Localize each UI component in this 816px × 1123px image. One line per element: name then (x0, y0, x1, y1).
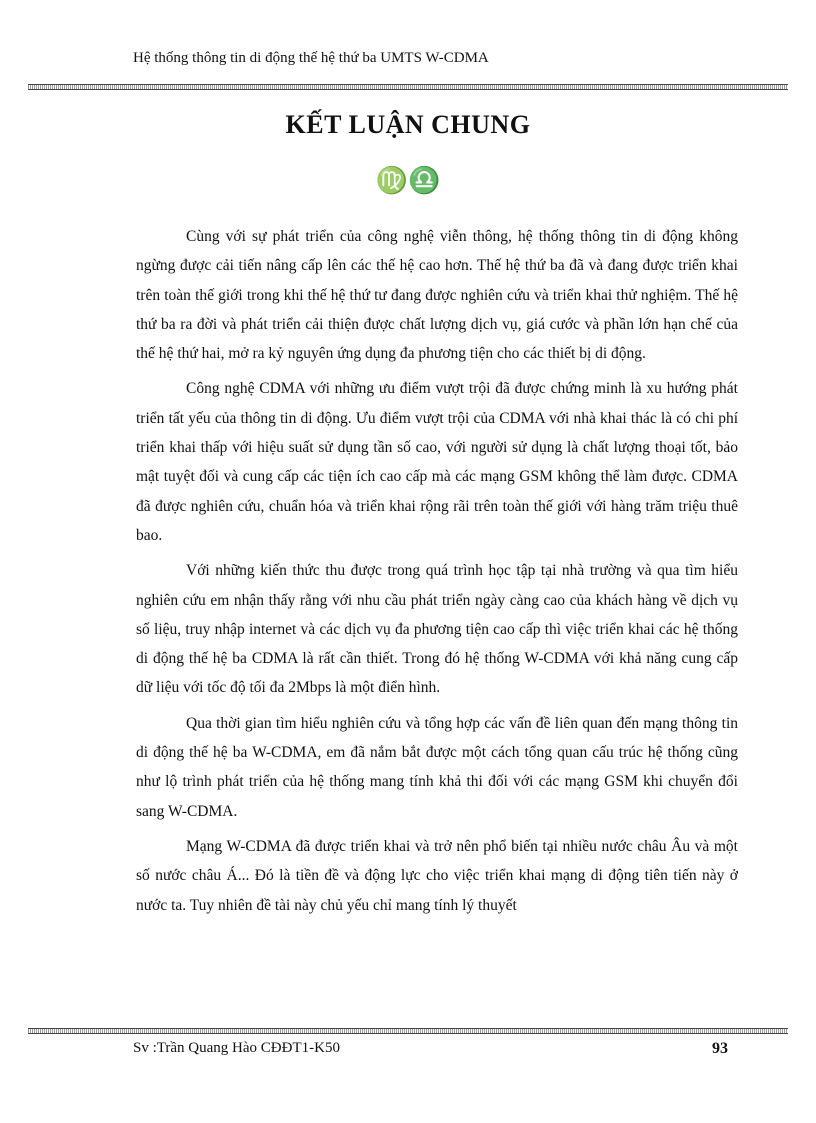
page-title: KẾT LUẬN CHUNG (285, 110, 531, 139)
footer-rule (28, 1028, 788, 1034)
footer-author: Sv :Trần Quang Hào CĐĐT1-K50 (133, 1040, 340, 1056)
paragraph-5: Mạng W-CDMA đã được triển khai và trở nên phổ biến tại nhiều nước châu Âu và một số nước châu Á... Đó là tiền đề và động lực cho việc triển khai mạng di động tiên tiến này ở nước ta. Tuy nhiên đề tài này chủ yếu chỉ mang tính lý thuyết (136, 837, 738, 914)
header-rule (28, 84, 788, 90)
ornament-icon: ♍♎ (375, 166, 441, 195)
body-text (136, 222, 738, 926)
page-number: 93 (712, 1040, 728, 1057)
paragraph-2: Công nghệ CDMA với những ưu điểm vượt trội đã được chứng minh là xu hướng phát triển tất yếu của thông tin di động. Ưu điểm vượt trội của CDMA với nhà khai thác là có chi phí triển khai thấp với hiệu suất sử dụng tần số cao, với người sử dụng là chất lượng thoại tốt, bảo mật tuyệt đối và cung cấp các tiện ích cao cấp mà các mạng GSM không thể làm được. CDMA đã được nghiên cứu, chuẩn hóa và triển khai rộng rãi trên toàn thế giới với hàng trăm triệu thuê bao. (136, 380, 738, 544)
paragraph-4: Qua thời gian tìm hiểu nghiên cứu và tổng hợp các vấn đề liên quan đến mạng thông tin di động thế hệ ba W-CDMA, em đã nắm bắt được một cách tổng quan cấu trúc hệ thống cũng như lộ trình phát triển của hệ thống mang tính khả thi đối với các mạng GSM khi chuyển đổi sang W-CDMA. (136, 714, 738, 820)
running-header: Hệ thống thông tin di động thế hệ thứ ba UMTS W-CDMA (133, 50, 489, 66)
paragraph-1: Cùng với sự phát triển của công nghệ viễn thông, hệ thống thông tin di động không ngừng được cải tiến nâng cấp lên các thế hệ cao hơn. Thế hệ thứ ba đã và đang được triển khai trên toàn thế giới trong khi thế hệ thứ tư đang được nghiên cứu và triển khai thử nghiệm. Thế hệ thứ ba ra đời và phát triển cải thiện được chất lượng dịch vụ, giá cước và phần lớn hạn chế của thế hệ thứ hai, mở ra kỷ nguyên ứng dụng đa phương tiện cho các thiết bị di động. (136, 228, 738, 363)
paragraph-3: Với những kiến thức thu được trong quá trình học tập tại nhà trường và qua tìm hiểu nghiên cứu em nhận thấy rằng với nhu cầu phát triển ngày càng cao của khách hàng về dịch vụ số liệu, truy nhập internet và các dịch vụ đa phương tiện cao cấp thì việc triển khai các hệ thống di động thế hệ ba CDMA là rất cần thiết. Trong đó hệ thống W-CDMA với khả năng cung cấp dữ liệu với tốc độ tối đa 2Mbps là một điển hình. (136, 562, 738, 697)
